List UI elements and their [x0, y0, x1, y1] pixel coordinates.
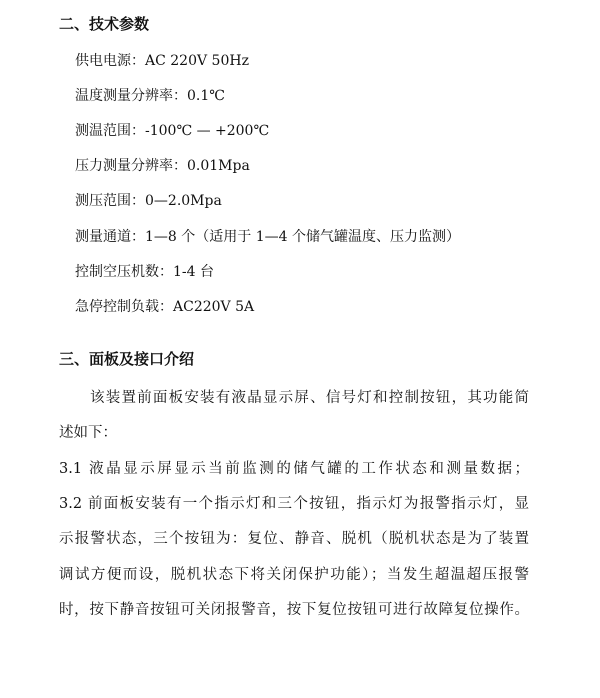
spec-pressure-range: 测压范围：0—2.0Mpa [75, 193, 222, 209]
section-heading-panel-interfaces: 三、面板及接口介绍 [59, 350, 195, 368]
section-heading-technical-parameters: 二、技术参数 [59, 15, 150, 33]
spec-compressor-count: 控制空压机数：1-4 台 [75, 264, 214, 280]
spec-temperature-range: 测温范围：-100℃ — +200℃ [75, 123, 270, 139]
spec-measurement-channels: 测量通道：1—8 个（适用于 1—4 个储气罐温度、压力监测） [75, 229, 460, 245]
paragraph-line: 3.2 前面板安装有一个指示灯和三个按钮，指示灯为报警指示灯，显 [59, 496, 529, 512]
spec-power-supply: 供电电源：AC 220V 50Hz [75, 53, 249, 69]
paragraph-line: 述如下： [59, 425, 117, 441]
paragraph-line: 时，按下静音按钮可关闭报警音，按下复位按钮可进行故障复位操作。 [59, 602, 529, 618]
paragraph-line: 该装置前面板安装有液晶显示屏、信号灯和控制按钮，其功能简 [90, 390, 529, 406]
spec-pressure-resolution: 压力测量分辨率：0.01Mpa [75, 158, 250, 174]
paragraph-line: 3.1 液晶显示屏显示当前监测的储气罐的工作状态和测量数据； [59, 461, 529, 477]
paragraph-line: 调试方便而设，脱机状态下将关闭保护功能）；当发生超温超压报警 [59, 567, 529, 583]
spec-emergency-stop-load: 急停控制负载：AC220V 5A [75, 299, 255, 315]
paragraph-line: 示报警状态，三个按钮为：复位、静音、脱机（脱机状态是为了装置 [59, 531, 529, 547]
spec-temperature-resolution: 温度测量分辨率：0.1℃ [75, 88, 225, 104]
